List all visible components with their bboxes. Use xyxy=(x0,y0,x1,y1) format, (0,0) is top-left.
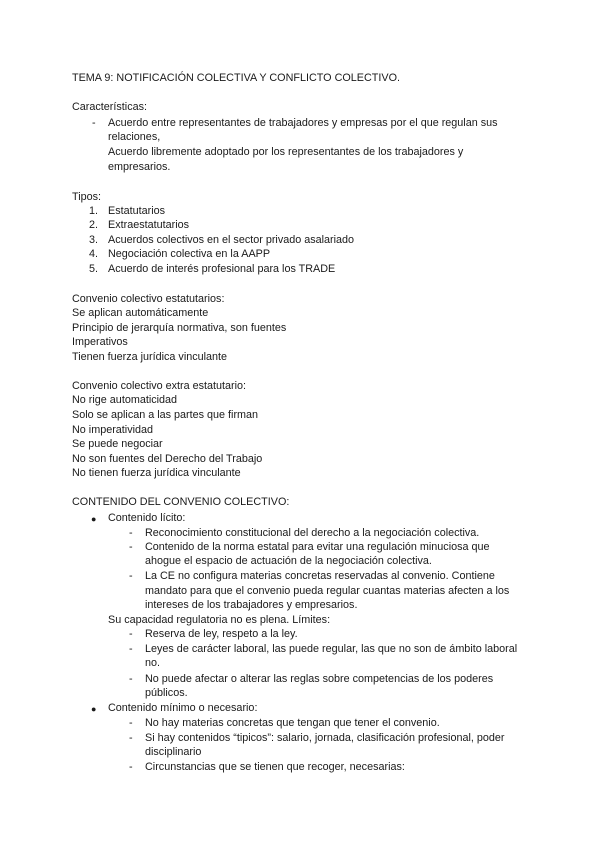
limite-line: no. xyxy=(145,657,161,669)
minimo-line: Si hay contenidos “tipicos”: salario, jornada, clasificación profesional, poder xyxy=(145,732,505,744)
contenido-licito-label: Contenido lícito: xyxy=(108,512,186,524)
list-number: 4. xyxy=(88,248,98,260)
dash-marker: - xyxy=(129,628,133,640)
extra-line: Solo se aplican a las partes que firman xyxy=(72,409,259,421)
estatutarios-line: Imperativos xyxy=(72,336,128,348)
extra-line: No tienen fuerza jurídica vinculante xyxy=(72,467,241,479)
limite-line: Leyes de carácter laboral, las puede regular, las que no son de ámbito laboral xyxy=(145,643,518,655)
licito-line: Contenido de la norma estatal para evitar una regulación minuciosa que xyxy=(145,541,490,553)
extra-line: No rige automaticidad xyxy=(72,394,178,406)
minimo-line: Circunstancias que se tienen que recoger, necesarias: xyxy=(145,761,405,773)
bullet-marker: ● xyxy=(91,514,97,524)
licito-line: Reconocimiento constitucional del derecho a la negociación colectiva. xyxy=(145,527,480,539)
tipos-item: Acuerdos colectivos en el sector privado asalariado xyxy=(108,234,355,246)
dash-marker: - xyxy=(129,717,133,729)
document-title: TEMA 9: NOTIFICACIÓN COLECTIVA Y CONFLICTO COLECTIVO. xyxy=(72,72,400,84)
estatutarios-heading: Convenio colectivo estatutarios: xyxy=(72,293,225,305)
list-number: 5. xyxy=(88,263,98,275)
extra-heading: Convenio colectivo extra estatutario: xyxy=(72,380,247,392)
licito-line: ahogue el espacio de actuación de la negociación colectiva. xyxy=(145,555,432,567)
dash-marker: - xyxy=(129,673,133,685)
dash-marker: - xyxy=(129,761,133,773)
contenido-minimo-label: Contenido mínimo o necesario: xyxy=(108,702,258,714)
estatutarios-line: Tienen fuerza jurídica vinculante xyxy=(72,351,228,363)
limite-line: No puede afectar o alterar las reglas sobre competencias de los poderes xyxy=(145,673,494,685)
caracteristicas-line: Acuerdo libremente adoptado por los representantes de los trabajadores y xyxy=(108,146,464,158)
licito-line: La CE no configura materias concretas reservadas al convenio. Contiene xyxy=(145,570,495,582)
caracteristicas-line: empresarios. xyxy=(108,161,171,173)
list-number: 2. xyxy=(88,219,98,231)
contenido-heading: CONTENIDO DEL CONVENIO COLECTIVO: xyxy=(72,496,290,508)
caracteristicas-heading: Características: xyxy=(72,101,147,113)
dash-marker: - xyxy=(129,732,133,744)
tipos-item: Estatutarios xyxy=(108,205,166,217)
extra-line: No imperatividad xyxy=(72,424,154,436)
dash-marker: - xyxy=(129,570,133,582)
limite-line: Reserva de ley, respeto a la ley. xyxy=(145,628,298,640)
tipos-item: Acuerdo de interés profesional para los TRADE xyxy=(108,263,336,275)
bullet-marker: ● xyxy=(91,704,97,714)
licito-line: intereses de los trabajadores y empresarios. xyxy=(145,599,358,611)
list-number: 3. xyxy=(88,234,98,246)
dash-marker: - xyxy=(129,527,133,539)
list-number: 1. xyxy=(88,205,98,217)
tipos-item: Negociación colectiva en la AAPP xyxy=(108,248,271,260)
minimo-line: disciplinario xyxy=(145,746,202,758)
limite-line: públicos. xyxy=(145,687,188,699)
dash-marker: - xyxy=(129,643,133,655)
licito-line: mandato para que el convenio pueda regular cuantas materias afecten a los xyxy=(145,585,510,597)
estatutarios-line: Se aplican automáticamente xyxy=(72,307,209,319)
extra-line: Se puede negociar xyxy=(72,438,163,450)
capacidad-line: Su capacidad regulatoria no es plena. Límites: xyxy=(108,614,331,626)
dash-marker: - xyxy=(129,541,133,553)
extra-line: No son fuentes del Derecho del Trabajo xyxy=(72,453,263,465)
caracteristicas-line: relaciones, xyxy=(108,131,161,143)
minimo-line: No hay materias concretas que tengan que tener el convenio. xyxy=(145,717,440,729)
tipos-item: Extraestatutarios xyxy=(108,219,190,231)
tipos-heading: Tipos: xyxy=(72,191,102,203)
estatutarios-line: Principio de jerarquía normativa, son fuentes xyxy=(72,322,287,334)
dash-marker: - xyxy=(92,117,96,129)
caracteristicas-line: Acuerdo entre representantes de trabajadores y empresas por el que regulan sus xyxy=(108,117,498,129)
